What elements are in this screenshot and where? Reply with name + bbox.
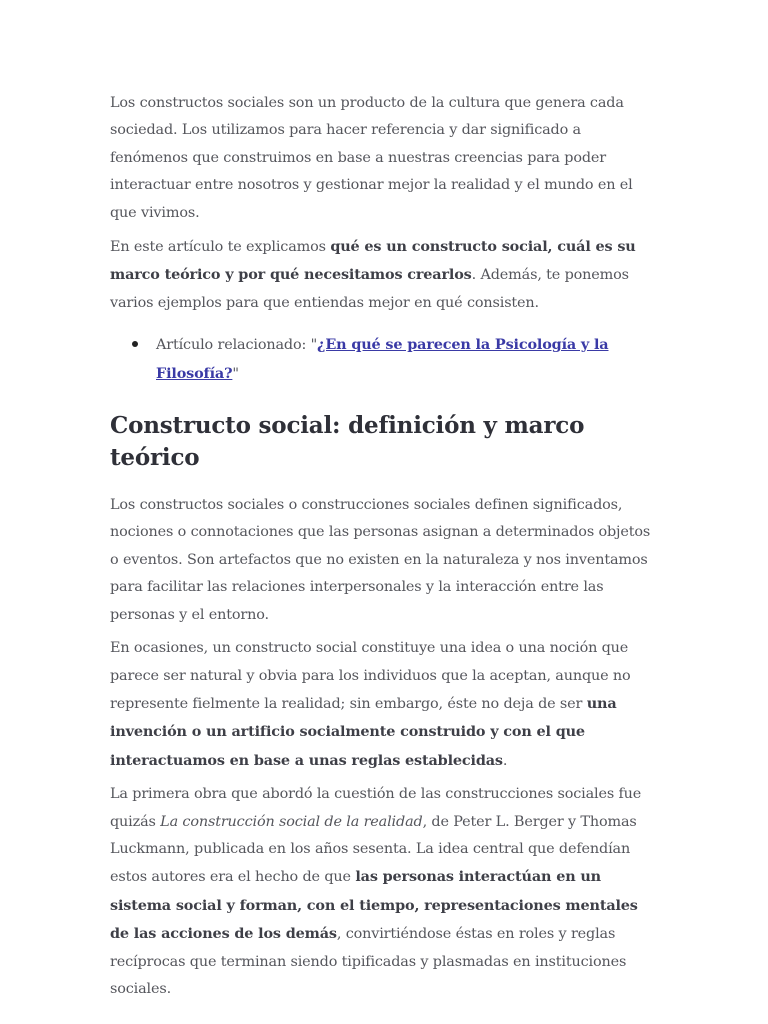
section-paragraph-1 [110, 492, 658, 629]
section-text-3a: La primera obra que abordó la cuestión de las construcciones sociales fue quizás [110, 786, 642, 830]
section-bold-2: una invención o un artificio socialmente construido y con el que interactuamos en base a unas reglas establecidas [110, 694, 617, 769]
section-text-2c: . [502, 752, 508, 769]
section-heading: Constructo social: definición y marco teórico [110, 412, 585, 472]
intro-text-2a: En este artículo te explicamos [110, 239, 331, 256]
article-body [110, 90, 658, 1003]
related-suffix: " [232, 365, 239, 382]
section-text-2a: En ocasiones, un constructo social constituye una idea o una noción que parece ser natural y obvia para los individuos que la aceptan, aunque no represente fielmente la realidad; sin embargo, éste no deja de ser [110, 640, 631, 712]
bullet-icon [132, 341, 138, 347]
section-paragraph-2 [110, 635, 658, 775]
section-text-3b: , de Peter L. Berger y Thomas Luckmann, publicada en los años sesenta. La idea central que defendían estos autores era el hecho de que [110, 813, 637, 886]
related-prefix: Artículo relacionado: " [156, 337, 318, 354]
section-text-1: Los constructos sociales o construcciones sociales definen significados, nociones o connotaciones que las personas asignan a determinados objetos o eventos. Son artefactos que no existen en la naturaleza y nos inventamos para facilitar las relaciones interpersonales y la interacción entre las personas y el entorno. [110, 497, 651, 623]
related-article-link[interactable]: ¿En qué se parecen la Psicología y la Filosofía? [156, 336, 609, 382]
intro-paragraph-2 [110, 233, 658, 317]
section-text-3c: , convirtiéndose éstas en roles y reglas recíprocas que terminan siendo tipificadas y plasmadas en instituciones sociales. [110, 926, 627, 997]
book-title: La construcción social de la realidad [160, 813, 423, 830]
intro-paragraph-1 [110, 90, 658, 227]
related-list [110, 331, 658, 388]
intro-bold-2: qué es un constructo social, cuál es su marco teórico y por qué necesitamos crearlos [110, 238, 636, 284]
related-item [156, 331, 658, 388]
intro-text-1: Los constructos sociales son un producto de la cultura que genera cada sociedad. Los utilizamos para hacer referencia y dar significado a fenómenos que construimos en base a nuestras creencias para poder interactuar entre nosotros y gestionar mejor la realidad y el mundo en el que vivimos. [110, 95, 633, 221]
section-paragraph-3 [110, 781, 658, 1003]
intro-text-2c: . Además, te ponemos varios ejemplos para que entiendas mejor en qué consisten. [110, 267, 629, 311]
section-bold-3: las personas interactúan en un sistema social y forman, con el tiempo, representaciones mentales de las acciones de los demás [110, 868, 638, 943]
